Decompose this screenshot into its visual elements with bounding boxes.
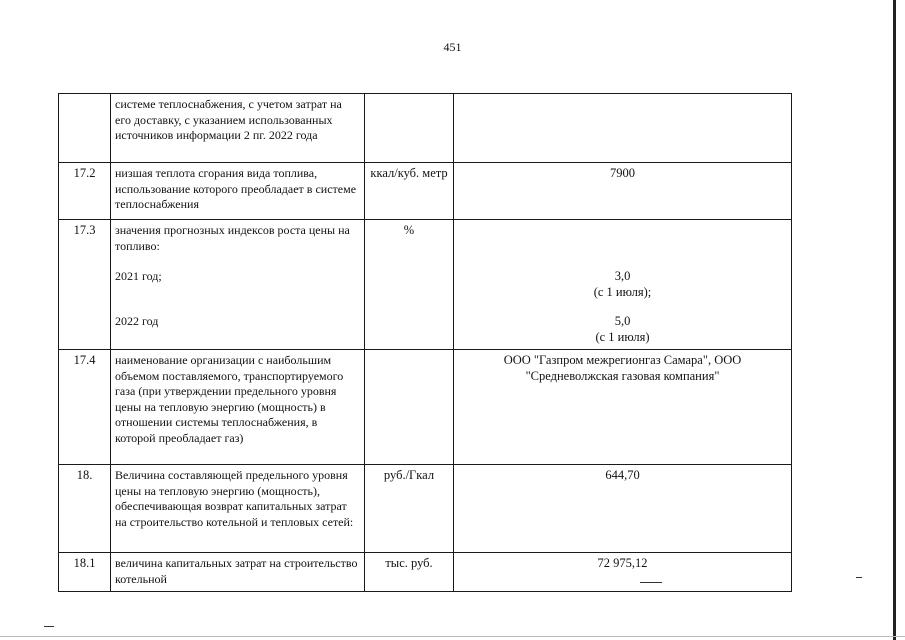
row-value: ООО "Газпром межрегионгаз Самара", ООО "Средневолжская газовая компания" — [454, 350, 792, 465]
row-number: 17.4 — [59, 350, 111, 465]
row-number: 17.3 — [59, 220, 111, 350]
row-value-cell — [454, 220, 792, 350]
row-number: 18.1 — [59, 553, 111, 592]
row-value — [454, 94, 792, 163]
row-number: 18. — [59, 465, 111, 553]
row-unit: ккал/куб. метр — [365, 163, 454, 220]
index-value: 5,0 — [614, 314, 631, 328]
row-value: 644,70 — [454, 465, 792, 553]
index-year-label: 2022 год — [115, 313, 159, 328]
row-value: 7900 — [454, 163, 792, 220]
index-year-label: 2021 год; — [115, 269, 162, 283]
row-unit: % — [365, 220, 454, 350]
row-unit: тыс. руб. — [365, 553, 454, 592]
row-unit — [365, 350, 454, 465]
row-number — [59, 94, 111, 163]
row-description: Величина составляющей предельного уровня цены на тепловую энергию (мощность), обеспечивающая возврат капитальных затрат на строительство котельной и тепловых сетей: — [111, 465, 365, 553]
index-value: 3,0 — [614, 269, 631, 283]
row-description: значения прогнозных индексов роста цены на топливо: — [115, 223, 350, 253]
index-note: (с 1 июля) — [595, 329, 650, 344]
row-description: низшая теплота сгорания вида топлива, использование которого преобладает в системе теплоснабжения — [111, 163, 365, 220]
tariff-table — [58, 93, 792, 592]
row-description: наименование организации с наибольшим объемом поставляемого, транспортируемого газа (при утверждении предельного уровня цены на тепловую энергию (мощность) в отношении системы теплоснабжения, в которой преобладает газ) — [111, 350, 365, 465]
table-row — [59, 220, 792, 350]
scan-speck — [44, 626, 54, 627]
row-description: системе теплоснабжения, с учетом затрат на его доставку, с указанием использованных источников информации 2 пг. 2022 года — [111, 94, 365, 163]
table-row — [59, 553, 792, 592]
scan-speck — [0, 636, 905, 637]
row-description: величина капитальных затрат на строительство котельной — [111, 553, 365, 592]
page-number: 451 — [443, 40, 462, 54]
row-value: 72 975,12 — [454, 553, 792, 592]
table-row — [59, 94, 792, 163]
scan-edge-line — [893, 0, 896, 640]
row-unit: руб./Гкал — [365, 465, 454, 553]
table-row — [59, 350, 792, 465]
table-row — [59, 465, 792, 553]
row-number: 17.2 — [59, 163, 111, 220]
row-unit — [365, 94, 454, 163]
index-note: (с 1 июля); — [593, 284, 652, 299]
row-description-cell — [111, 220, 365, 350]
table-row — [59, 163, 792, 220]
scan-speck — [640, 582, 662, 583]
scan-speck — [856, 577, 862, 578]
